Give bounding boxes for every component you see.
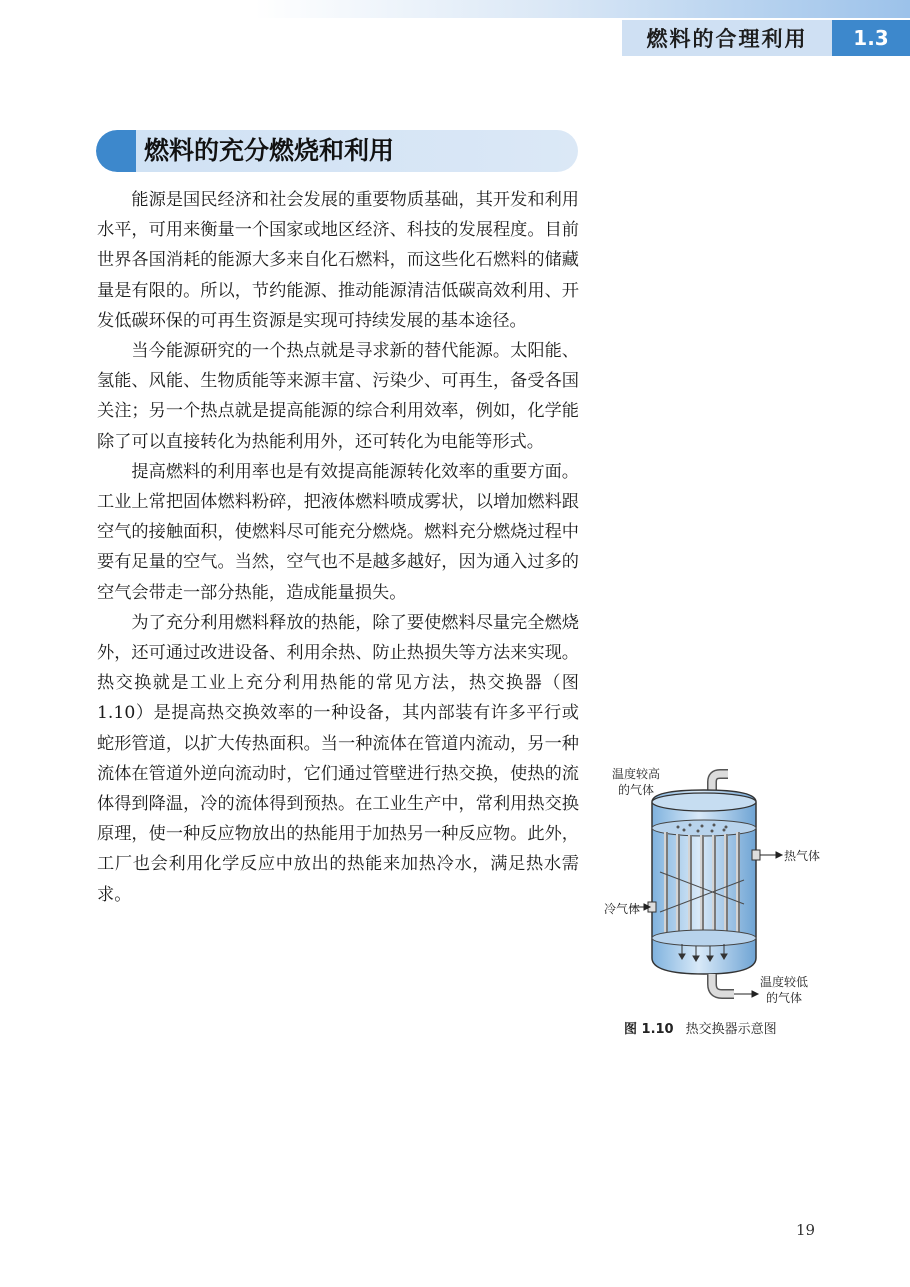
section-number: 1.3 bbox=[832, 20, 910, 56]
body-text bbox=[97, 185, 579, 910]
section-heading bbox=[96, 130, 578, 172]
figure-caption bbox=[624, 1018, 777, 1037]
paragraph-3: 提高燃料的利用率也是有效提高能源转化效率的重要方面。工业上常把固体燃料粉碎，把液体燃料喷成雾状，以增加燃料跟空气的接触面积，使燃料尽可能充分燃烧。燃料充分燃烧过程中要有足量的空气。当然，空气也不是越多越好，因为通入过多的空气会带走一部分热能，造成能量损失。 bbox=[97, 461, 579, 603]
top-gradient-band bbox=[0, 0, 910, 18]
paragraph-2: 当今能源研究的一个热点就是寻求新的替代能源。太阳能、氢能、风能、生物质能等来源丰富、污染少、可再生，备受各国关注；另一个热点就是提高能源的综合利用效率，例如，化学能除了可以直接转化为热能利用外，还可转化为电能等形式。 bbox=[97, 341, 579, 452]
heat-exchanger-figure bbox=[604, 762, 834, 1042]
figure-caption-text: 热交换器示意图 bbox=[685, 1022, 777, 1037]
chapter-title: 燃料的合理利用 bbox=[646, 27, 808, 51]
label-cold-gas: 冷气体 bbox=[604, 902, 641, 916]
running-header bbox=[622, 20, 910, 56]
label-cool-outlet-line1: 温度较低 bbox=[760, 975, 809, 989]
label-hot-outlet-line2: 的气体 bbox=[618, 783, 655, 797]
label-cool-outlet-line2: 的气体 bbox=[766, 991, 803, 1005]
label-hot-outlet-line1: 温度较高 bbox=[612, 767, 661, 781]
section-title: 燃料的充分燃烧和利用 bbox=[144, 136, 395, 165]
figure-number: 图 1.10 bbox=[624, 1022, 674, 1037]
label-hot-gas: 热气体 bbox=[784, 849, 821, 863]
section-heading-accent bbox=[96, 130, 136, 172]
paragraph-4: 为了充分利用燃料释放的热能，除了要使燃料尽量完全燃烧外，还可通过改进设备、利用余热、防止热损失等方法来实现。热交换就是工业上充分利用热能的常见方法，热交换器（图 1.10）是提高热交换效率的一种设备，其内部装有许多平行或蛇形管道，以扩大传热面积。当一种流体在管道内流动，另一种流体在管道外逆向流动时，它们通过管壁进行热交换，使热的流体得到降温，冷的流体得到预热。在工业生产中，常利用热交换原理，使一种反应物放出的热能用于加热另一种反应物。此外，工厂也会利用化学反应中放出的热能来加热冷水，满足热水需求。 bbox=[97, 612, 579, 905]
paragraph-1: 能源是国民经济和社会发展的重要物质基础，其开发和利用水平，可用来衡量一个国家或地区经济、科技的发展程度。目前世界各国消耗的能源大多来自化石燃料，而这些化石燃料的储藏量是有限的。所以，节约能源、推动能源清洁低碳高效利用、开发低碳环保的可再生资源是实现可持续发展的基本途径。 bbox=[97, 190, 579, 331]
page-number: 19 bbox=[796, 1221, 816, 1239]
